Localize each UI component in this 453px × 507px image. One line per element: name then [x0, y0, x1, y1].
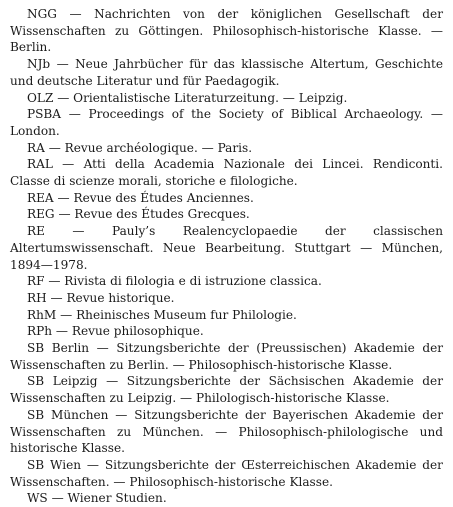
abbreviation: RF: [27, 274, 45, 289]
abbreviation-entry: SB Wien — Sitzungsberichte der Œsterreichischen Akademie der Wissenschaften. — Philosophisch-historische Klasse.: [10, 457, 443, 489]
abbreviation-entry: NGG — Nachrichten von der königlichen Gesellschaft der Wissenschaften zu Göttingen. Philosophisch-historische Klasse. — Berlin.: [10, 7, 443, 55]
abbreviation: RAL: [27, 157, 53, 172]
abbreviation: NJb: [27, 57, 51, 72]
abbreviation-expansion: Revue archéologique. — Paris.: [64, 140, 253, 155]
abbreviation-expansion: Sitzungsberichte der Œsterreichischen Akademie der Wissenschaften. — Philosophisch-historische Klasse.: [10, 457, 443, 489]
abbreviation-entry: RhM — Rheinisches Museum fur Philologie.: [27, 307, 297, 322]
abbreviation-entry: SB Leipzig — Sitzungsberichte der Sächsischen Akademie der Wissenschaften zu Leipzig. — Philologisch-historische Klasse.: [10, 374, 443, 406]
abbreviation: RE: [27, 224, 45, 239]
abbreviation: OLZ: [27, 90, 54, 105]
abbreviation-entry: NJb — Neue Jahrbücher für das klassische Altertum, Geschichte und deutsche Literatur und für Paedagogik.: [10, 57, 443, 88]
abbreviation-entry: PSBA — Proceedings of the Society of Biblical Archaeology. — London.: [10, 107, 443, 138]
abbreviation: WS: [27, 491, 48, 506]
abbreviation-entry: REA — Revue des Études Anciennes.: [27, 190, 254, 205]
abbreviation-expansion: Pauly’s Realencyclopaedie der classischen Altertumswissenschaft. Neue Bearbeitung. Stuttgart — München, 1894—1978.: [10, 224, 443, 272]
abbreviation-expansion: Sitzungsberichte der Bayerischen Akademie der Wissenschaften zu München. — Philosophisch-philologische und historische Klasse.: [10, 407, 443, 456]
abbreviation-expansion: Rivista di filologia e di istruzione classica.: [64, 274, 322, 289]
abbreviation: REA: [27, 190, 54, 205]
abbreviation: SB Berlin: [27, 341, 90, 356]
abbreviation-entry: RF — Rivista di filologia e di istruzione classica.: [27, 274, 322, 289]
abbreviation-expansion: Revue philosophique.: [71, 324, 204, 339]
abbreviation-entry: RE — Pauly’s Realencyclopaedie der classischen Altertumswissenschaft. Neue Bearbeitung. Stuttgart — München, 1894—1978.: [10, 224, 443, 272]
abbreviation-expansion: Sitzungsberichte der (Preussischen) Akademie der Wissenschaften zu Berlin. — Philosophisch-historische Klasse.: [10, 341, 444, 372]
abbreviation-expansion: Sitzungsberichte der Sächsischen Akademie der Wissenschaften zu Leipzig. — Philologisch-historische Klasse.: [10, 374, 443, 406]
abbreviation: SB Wien: [27, 457, 82, 472]
abbreviation-entry: SB München — Sitzungsberichte der Bayerischen Akademie der Wissenschaften zu München. — Philosophisch-philologische und historische Klasse.: [10, 407, 443, 456]
abbreviation-entry: OLZ — Orientalistische Literaturzeitung. — Leipzig.: [27, 90, 348, 105]
abbreviation-expansion: Atti della Academia Nazionale dei Lincei. Rendiconti. Classe di scienze morali, storiche e filologiche.: [10, 157, 443, 189]
abbreviation-entry: SB Berlin — Sitzungsberichte der (Preussischen) Akademie der Wissenschaften zu Berlin. — Philosophisch-historische Klasse.: [10, 341, 444, 372]
abbreviation-expansion: Revue des Études Grecques.: [74, 207, 250, 222]
abbreviation: REG: [27, 207, 55, 222]
abbreviation: SB München: [27, 407, 109, 422]
abbreviation: SB Leipzig: [27, 374, 98, 389]
abbreviation-expansion: Revue historique.: [66, 290, 175, 305]
abbreviation-expansion: Nachrichten von der königlichen Gesellschaft der Wissenschaften zu Göttingen. Philosophisch-historische Klasse. — Berlin.: [10, 7, 443, 55]
abbreviation: PSBA: [27, 107, 62, 122]
abbreviation-expansion: Revue des Études Anciennes.: [73, 190, 254, 205]
abbreviation-expansion: Proceedings of the Society of Biblical Archaeology. — London.: [10, 107, 443, 138]
abbreviation: RA: [27, 140, 45, 155]
abbreviation-entry: REG — Revue des Études Grecques.: [27, 207, 250, 222]
abbreviation-entry: WS — Wiener Studien.: [27, 491, 167, 506]
abbreviation-expansion: Orientalistische Literaturzeitung. — Leipzig.: [73, 90, 348, 105]
abbreviation-entry: RPh — Revue philosophique.: [27, 324, 204, 339]
abbreviation-entry: RH — Revue historique.: [27, 290, 175, 305]
abbreviation: RPh: [27, 324, 53, 339]
abbreviation-expansion: Wiener Studien.: [67, 491, 167, 506]
abbreviation-expansion: Rheinisches Museum fur Philologie.: [76, 307, 297, 322]
abbreviation: RH: [27, 290, 47, 305]
abbreviation-entry: RA — Revue archéologique. — Paris.: [27, 140, 253, 155]
abbreviation-expansion: Neue Jahrbücher für das klassische Altertum, Geschichte und deutsche Literatur und für Paedagogik.: [10, 57, 443, 88]
abbreviation-entry: RAL — Atti della Academia Nazionale dei Lincei. Rendiconti. Classe di scienze morali, storiche e filologiche.: [10, 157, 443, 189]
abbreviation: NGG: [27, 7, 57, 21]
abbreviation: RhM: [27, 307, 57, 322]
